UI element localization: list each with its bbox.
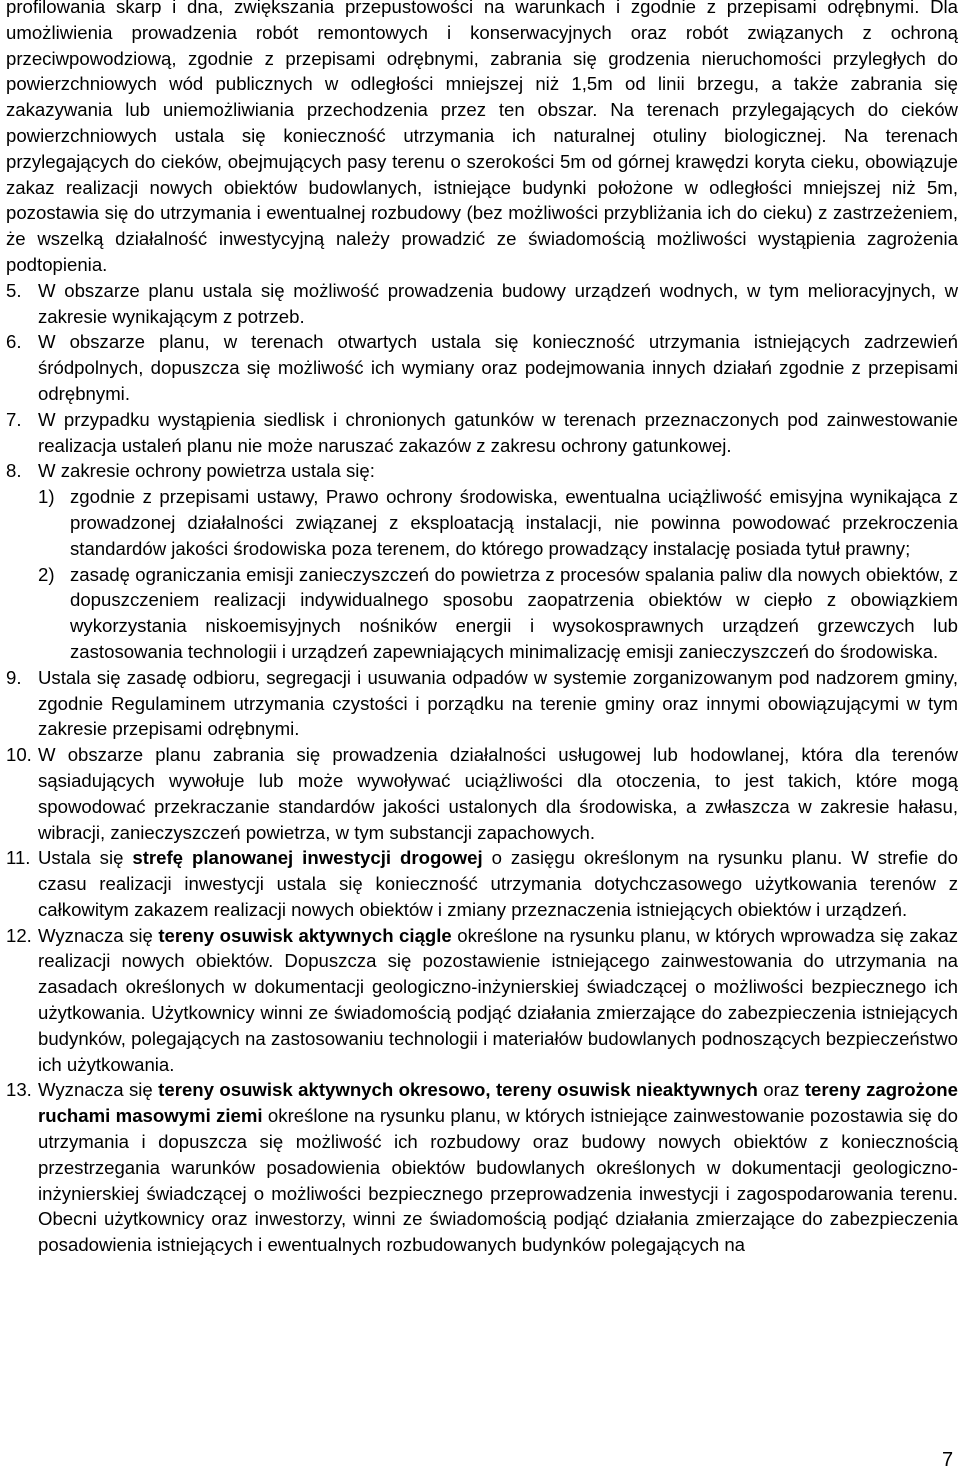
item-number: 7. (6, 408, 22, 430)
numbered-list (6, 278, 958, 1258)
item-text: o zasięgu określonym na rysunku planu. W strefie do czasu realizacji inwestycji ustala się konieczność utrzymania dotychczasowego użytkowania terenów z całkowitym zakazem realizacji nowych obiektów i zmiany przeznaczenia istniejących obiektów i urządzeń. (38, 847, 958, 920)
item-text: określone na rysunku planu, w których istniejące zainwestowanie pozostawia się do utrzymania i dopuszcza się możliwość ich rozbudowy oraz budowy nowych obiektów z koniecznością przestrzegania warunków posadowienia obiektów budowlanych określonych w dokumentacji geologiczno-inżynierskiej świadczącej o możliwości bezpiecznego przeprowadzenia inwestycji i zagospodarowania terenu. Obecni użytkownicy oraz inwestorzy, winni ze świadomością podjąć działania zmierzające do zabezpieczenia posadowienia istniejących i ewentualnych rozbudowanych budynków polegających na (38, 1105, 958, 1256)
list-item (6, 665, 958, 742)
page-number: 7 (942, 1449, 954, 1471)
list-item (6, 923, 958, 1078)
item-text: Ustala się zasadę odbioru, segregacji i usuwania odpadów w systemie zorganizowanym pod nadzorem gminy, zgodnie Regulaminem utrzymania czystości i porządku na terenie gminy oraz innymi obowiązującymi w tym zakresie przepisami odrębnymi. (38, 666, 958, 740)
item-number: 8. (6, 460, 22, 482)
item-number: 12. (6, 924, 32, 946)
list-item (6, 1077, 958, 1258)
item-number: 10. (6, 744, 32, 766)
bold-term: tereny osuwisk aktywnych okresowo, tereny osuwisk nieaktywnych (158, 1079, 758, 1101)
sub-item-number: 1) (38, 486, 55, 508)
list-item (6, 458, 958, 484)
item-text: oraz (757, 1079, 805, 1101)
item-text: określone na rysunku planu, w których wprowadza się zakaz realizacji nowych obiektów. Dopuszcza się pozostawienie istniejącego zainwestowania do utrzymania na zasadach określonych w dokumentacji geologiczno-inżynierskiej świadczącej o możliwości bezpiecznego ich użytkowania. Użytkownicy winni ze świadomością podjąć działania zmierzające do zabezpieczenia istniejących budynków, polegających na zastosowaniu technologii i materiałów budowlanych podnoszących bezpieczeństwo ich użytkowania. (38, 924, 958, 1075)
item-text: W przypadku wystąpienia siedlisk i chronionych gatunków w terenach przeznaczonych pod zainwestowanie realizacja ustaleń planu nie może naruszać zakazów z zakresu ochrony gatunkowej. (38, 408, 958, 456)
item-text: Wyznacza się (38, 1079, 159, 1101)
sub-item (6, 484, 958, 561)
list-item (6, 407, 958, 459)
item-text: W obszarze planu ustala się możliwość prowadzenia budowy urządzeń wodnych, w tym melioracyjnych, w zakresie wynikającym z potrzeb. (38, 279, 958, 327)
list-item (6, 329, 958, 406)
list-item (6, 845, 958, 922)
item-number: 5. (6, 279, 22, 301)
item-text: W obszarze planu zabrania się prowadzenia działalności usługowej lub hodowlanej, która dla terenów sąsiadujących wywołuje lub może wywoływać uciążliwości dla otoczenia, to jest takich, które mogą spowodować przekraczanie standardów jakości ustalonych dla środowiska, a zwłaszcza w zakresie hałasu, wibracji, zanieczyszczeń powietrza, w tym substancji zapachowych. (38, 744, 958, 843)
sub-item-text: zasadę ograniczania emisji zanieczyszczeń do powietrza z procesów spalania paliw dla nowych obiektów, z dopuszczeniem realizacji indywidualnego sposobu zaopatrzenia obiektów w ciepło z obowiązkiem wykorzystania niskoemisyjnych nośników energii i wysokosprawnych urządzeń grzewczych lub zastosowania technologii i urządzeń zapewniających minimalizację emisji zanieczyszczeń do środowiska. (70, 563, 958, 662)
list-item (6, 742, 958, 845)
item-number: 13. (6, 1079, 32, 1101)
bold-term: strefę planowanej inwestycji drogowej (132, 847, 483, 869)
item-number: 11. (6, 847, 31, 869)
intro-paragraph (6, 0, 958, 278)
bold-term: tereny zagrożone ruchami masowymi ziemi (38, 1079, 959, 1127)
item-text: Wyznacza się (38, 924, 159, 946)
item-number: 9. (6, 666, 22, 688)
document-page (6, 0, 958, 1258)
item-text: W zakresie ochrony powietrza ustala się: (38, 460, 375, 482)
item-number: 6. (6, 331, 22, 353)
list-item (6, 278, 958, 330)
sub-item-text: zgodnie z przepisami ustawy, Prawo ochrony środowiska, ewentualna uciążliwość emisyjna wynikająca z prowadzonej działalności związanej z eksploatacją instalacji, nie powinna powodować przekroczenia standardów jakości środowiska poza terenem, do którego prowadzący instalację posiada tytuł prawny; (70, 486, 958, 559)
bold-term: tereny osuwisk aktywnych ciągle (158, 924, 452, 946)
sub-item (6, 562, 958, 665)
sub-item-number: 2) (38, 563, 55, 585)
item-text: Ustala się (38, 847, 133, 869)
paragraph-text: profilowania skarp i dna, zwiększania przepustowości na warunkach i zgodnie z przepisami odrębnymi. Dla umożliwienia prowadzenia robót remontowych i konserwacyjnych oraz robót związanych z ochroną przeciwpowodziową, zgodnie z przepisami odrębnymi, zabrania się grodzenia nieruchomości przyległych do powierzchniowych wód publicznych w odległości mniejszej niż 1,5m od linii brzegu, a także zabrania się zakazywania lub uniemożliwiania przechodzenia przez ten obszar. Na terenach przylegających do cieków powierzchniowych ustala się konieczność utrzymania ich naturalnej otuliny biologicznej. Na terenach przylegających do cieków, obejmujących pasy terenu o szerokości 5m od górnej krawędzi koryta cieku, obowiązuje zakaz realizacji nowych obiektów budowlanych, istniejące budynki położone w odległości mniejszej niż 5m, pozostawia się do utrzymania i ewentualnej rozbudowy (bez możliwości przybliżania ich do cieku) z zastrzeżeniem, że wszelką działalność inwestycyjną należy prowadzić ze świadomością możliwości wystąpienia zagrożenia podtopienia. (6, 0, 958, 275)
item-text: W obszarze planu, w terenach otwartych ustala się konieczność utrzymania istniejących zadrzewień śródpolnych, dopuszcza się możliwość ich wymiany oraz podejmowania innych działań zgodnie z przepisami odrębnymi. (38, 331, 958, 404)
